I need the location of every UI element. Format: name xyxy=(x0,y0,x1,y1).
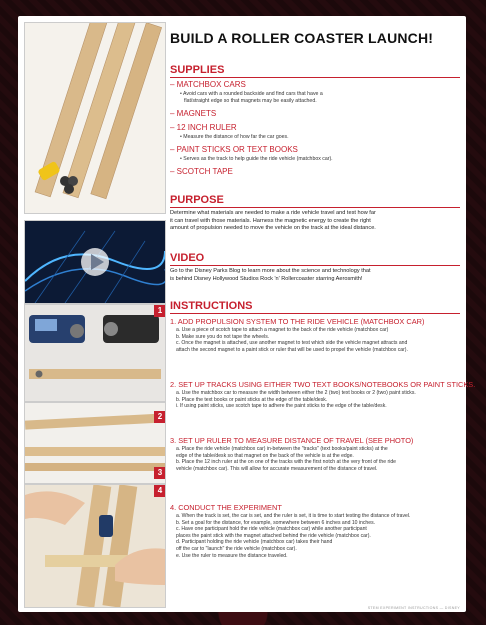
supply-item-matchbox: – MATCHBOX CARS xyxy=(170,80,246,89)
video-divider xyxy=(170,265,460,266)
video-thumbnail-graphic xyxy=(25,221,165,303)
step-4-title: 4. CONDUCT THE EXPERIMENT xyxy=(170,503,282,512)
step-1-list: a. Use a piece of scotch tape to attach a magnet to the back of the ride vehicle (matchbox car) b. Make sure you do not tape the wheels. c. Once the magnet is attached, use another magnet to test which side the vehicle magnet attracts and attach the second magnet to a paint stick or ruler that will be used to propel the vehicle (matchbox car). xyxy=(176,327,408,353)
step-badge-3: 3 xyxy=(154,467,166,479)
step1-photo xyxy=(24,304,166,402)
step1-illustration xyxy=(25,305,165,401)
step-2-title: 2. SET UP TRACKS USING EITHER TWO TEXT BOOKS/NOTEBOOKS OR PAINT STICKS. xyxy=(170,380,476,389)
instructions-heading: INSTRUCTIONS xyxy=(170,300,253,312)
video-text: Go to the Disney Parks Blog to learn more about the science and technology that is behind Disney Hollywood Studios Rock 'n' Rollercoaster starring Aerosmith! xyxy=(170,268,371,282)
supply-item-paint-sticks: – PAINT STICKS OR TEXT BOOKS xyxy=(170,145,298,154)
step-3-list: a. Place the ride vehicle (matchbox car) in-between the "tracks" (text books/paint sticks) at the edge of the table/desk so that magnet on the back of the vehicle is at the edge. b. Place the 12 inch ruler at the on one of the tracks with the first notch at the very front of the ride vehicle (matchbox car). This will allow for accurate measurement of the distance of travel. xyxy=(176,446,397,472)
video-heading: VIDEO xyxy=(170,252,205,264)
photo-column xyxy=(18,16,164,612)
instructions-divider xyxy=(170,313,460,314)
video-thumbnail[interactable] xyxy=(24,220,166,304)
step2-photo xyxy=(24,402,166,484)
page-title: BUILD A ROLLER COASTER LAUNCH! xyxy=(170,30,434,46)
supply-note: • Serves as the track to help guide the ride vehicle (matchbox car). xyxy=(180,156,333,162)
supply-item-magnets: – MAGNETS xyxy=(170,109,217,118)
footer-text: STEM EXPERIMENT INSTRUCTIONS — DISNEY xyxy=(367,606,460,610)
step-1-title: 1. ADD PROPULSION SYSTEM TO THE RIDE VEHICLE (MATCHBOX CAR) xyxy=(170,317,425,326)
step-badge-1: 1 xyxy=(154,305,166,317)
purpose-divider xyxy=(170,207,460,208)
supplies-heading: SUPPLIES xyxy=(170,64,225,76)
purpose-text: Determine what materials are needed to make a ride vehicle travel and test how far it can travel with those materials. Harness the magnetic energy to create the right amount of propulsion needed to move the vehicle on the track at the ideal distance. xyxy=(170,210,376,232)
supplies-photo xyxy=(24,22,166,214)
step-badge-4: 4 xyxy=(154,485,166,497)
step-badge-2: 2 xyxy=(154,411,166,423)
supply-note: flat/straight edge so that magnets may be easily attached. xyxy=(184,98,317,104)
instruction-sheet xyxy=(18,16,476,612)
supplies-divider xyxy=(170,77,460,78)
supply-item-tape: – SCOTCH TAPE xyxy=(170,167,233,176)
step2-illustration xyxy=(25,403,165,483)
purpose-heading: PURPOSE xyxy=(170,194,224,206)
supplies-illustration xyxy=(25,23,165,213)
step-2-list: a. Use the matchbox car to measure the width between either the 2 (two) text books or 2 (two) paint sticks. b. Place the text books or paint sticks at the edge of the table/desk. i. If using paint sticks, use scotch tape to adhere the paint sticks to the edge of the table/desk. xyxy=(176,390,416,410)
step4-illustration xyxy=(25,485,165,607)
step-3-title: 3. SET UP RULER TO MEASURE DISTANCE OF TRAVEL (SEE PHOTO) xyxy=(170,436,414,445)
supply-item-ruler: – 12 INCH RULER xyxy=(170,123,237,132)
supply-note: • Measure the distance of how far the car goes. xyxy=(180,134,289,140)
step-4-list: a. When the track is set, the car is set, and the ruler is set, it is time to start testing the distance of travel. b. Set a goal for the distance, for example, somewhere between 6 inches and 10 inches. c. Have one participant hold the ride vehicle (matchbox car) while another participant places the paint stick with the magnet attached behind the ride vehicle (matchbox car). d. Participant holding the ride vehicle (matchbox car) takes their hand off the car to "launch" the ride vehicle (matchbox car). e. Use the ruler to measure the distance traveled. xyxy=(176,513,411,559)
supply-note: • Avoid cars with a rounded backside and find cars that have a xyxy=(180,91,323,97)
step4-photo xyxy=(24,484,166,608)
